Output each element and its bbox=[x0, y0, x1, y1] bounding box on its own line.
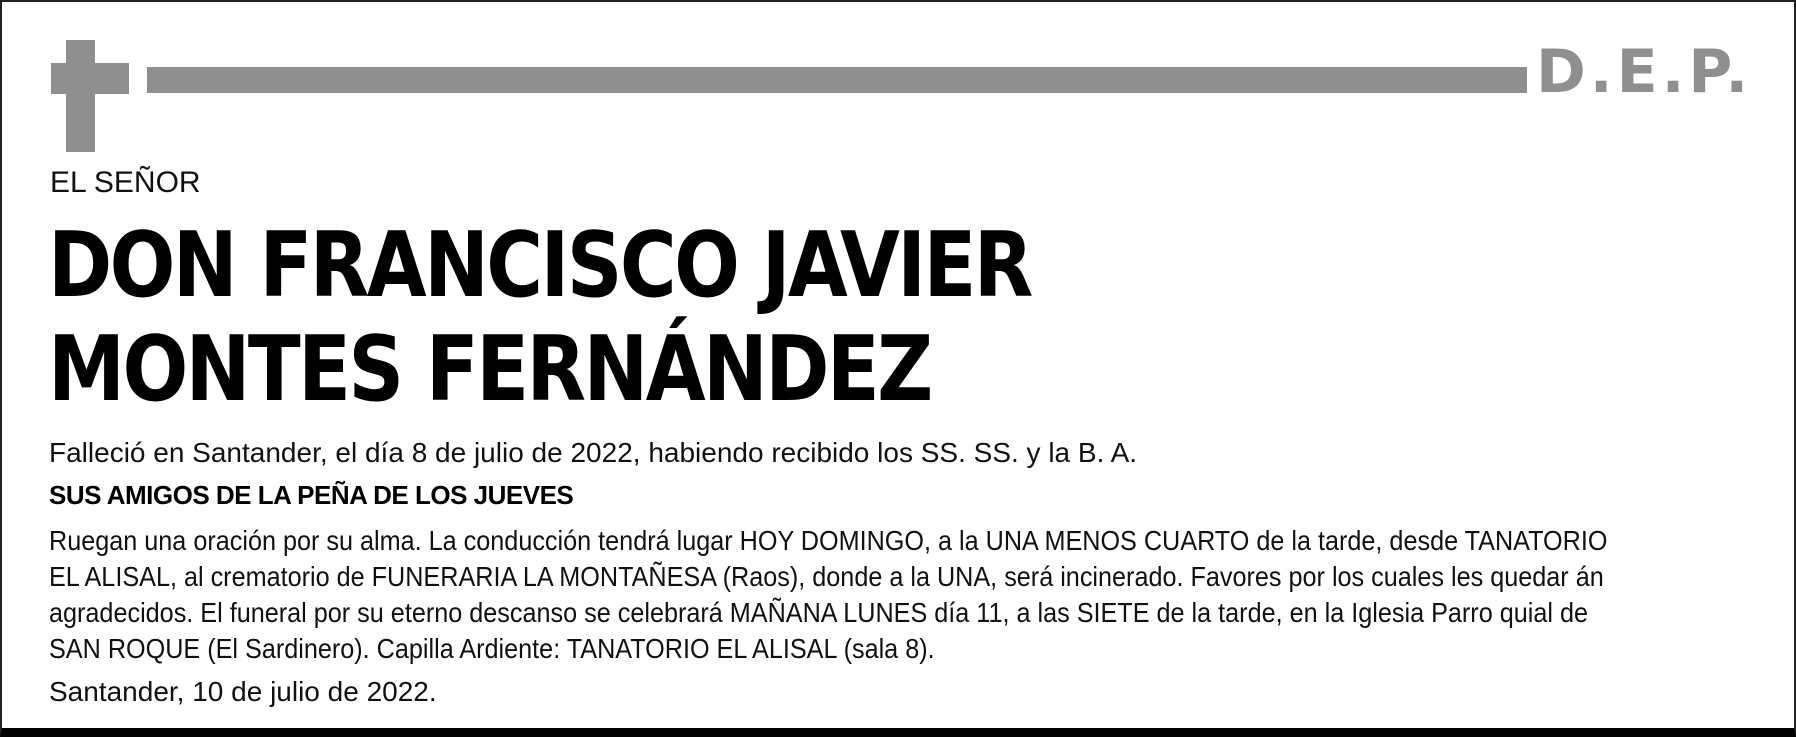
name-line-2: MONTES FERNÁNDEZ bbox=[48, 317, 931, 422]
name-line-1: DON FRANCISCO JAVIER bbox=[48, 213, 1031, 318]
service-details-line: agradecidos. El funeral por su eterno descanso se celebrará MAÑANA LUNES día 11, a las SIETE de la tarde, en la Iglesia Parro quial de bbox=[49, 597, 1588, 628]
dep-label: D.E.P. bbox=[1536, 37, 1753, 107]
service-details-line: EL ALISAL, al crematorio de FUNERARIA LA MONTAÑESA (Raos), donde a la UNA, será incinerado. Favores por los cuales les quedar án bbox=[49, 561, 1604, 592]
cross-horizontal-bar bbox=[51, 63, 129, 94]
death-statement: Falleció en Santander, el día 8 de julio de 2022, habiendo recibido los SS. SS. y la B. A. bbox=[49, 437, 1138, 468]
title-prefix: EL SEÑOR bbox=[50, 166, 201, 199]
header-rule bbox=[147, 67, 1527, 93]
place-date-closing: Santander, 10 de julio de 2022. bbox=[49, 676, 437, 707]
service-details-line: SAN ROQUE (El Sardinero). Capilla Ardiente: TANATORIO EL ALISAL (sala 8). bbox=[49, 633, 935, 664]
mourners-heading: SUS AMIGOS DE LA PEÑA DE LOS JUEVES bbox=[49, 480, 574, 510]
service-details-line: Ruegan una oración por su alma. La conducción tendrá lugar HOY DOMINGO, a la UNA MENOS CUARTO de la tarde, desde TANATORIO bbox=[49, 525, 1608, 556]
cross-vertical-bar bbox=[66, 40, 95, 152]
service-details bbox=[49, 523, 1608, 667]
deceased-name bbox=[48, 214, 1031, 422]
